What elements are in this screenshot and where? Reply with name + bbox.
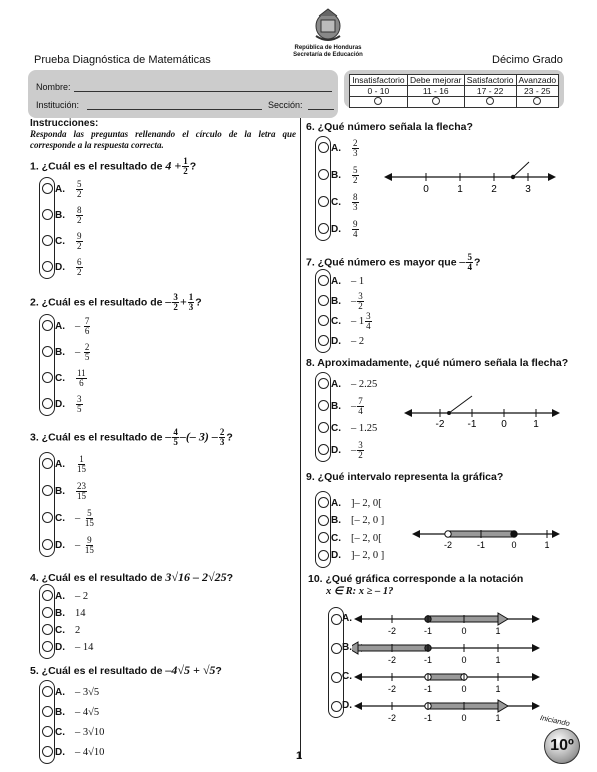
option-value: ]– 2, 0 ] [351, 550, 385, 561]
scale-range-1: 0 - 10 [350, 86, 408, 97]
q8-option-2[interactable] [331, 396, 365, 416]
q6-bubble-1[interactable] [318, 142, 329, 153]
option-letter: D. [55, 261, 65, 273]
option-value: $\frac{5}{2}$ [77, 178, 82, 199]
q8-tick-1: -1 [467, 419, 477, 430]
option-letter: A. [331, 497, 341, 509]
option-value: $\frac{11}{6}$ [77, 367, 86, 388]
grade-label: Décimo Grado [492, 54, 563, 66]
q4-bubble-3[interactable] [42, 624, 53, 635]
q5-bubble-3[interactable] [42, 726, 53, 737]
q9-bubble-3[interactable] [318, 532, 329, 543]
option-letter: B. [55, 607, 65, 619]
scale-header-4: Avanzado [516, 75, 558, 86]
q10-question: 10. ¿Qué gráfica corresponde a la notación [308, 573, 524, 585]
q10-tick: 0 [461, 655, 467, 665]
q5-option-3[interactable] [55, 722, 104, 742]
q10-tick: 1 [495, 713, 501, 723]
option-value: 2 [75, 624, 81, 636]
q4-bubble-1[interactable] [42, 590, 53, 601]
country-label: República de Honduras [294, 45, 362, 51]
option-letter: D. [55, 539, 65, 551]
q3-option-3[interactable] [55, 508, 96, 528]
option-value: – $\frac{2}{5}$ [75, 341, 90, 362]
option-letter: C. [55, 235, 65, 247]
q8-bubble-4[interactable] [318, 444, 329, 455]
scale-range-4: 23 - 25 [516, 86, 558, 97]
option-letter: A. [55, 183, 65, 195]
option-letter: D. [331, 550, 341, 561]
q6-tick-0: 0 [423, 184, 429, 195]
option-value: – 14 [75, 641, 94, 653]
q9-tick-0: -2 [443, 540, 453, 550]
q10-graph-2 [352, 638, 542, 666]
q8-question: 8. Aproximadamente, ¿qué número señala la flecha? [306, 357, 569, 369]
option-letter: B. [331, 515, 341, 526]
option-value: – 3√5 [75, 686, 100, 698]
q6-option-2[interactable] [331, 165, 360, 185]
q1-question: 1. ¿Cuál es el resultado de 4 + $\frac{1}{2}$ ? [30, 156, 197, 176]
q6-bubble-2[interactable] [318, 169, 329, 180]
option-letter: C. [331, 532, 341, 544]
q5-option-1[interactable] [55, 682, 99, 702]
option-letter: A. [331, 378, 341, 390]
q2-bubble-4[interactable] [42, 398, 53, 409]
page-title: Prueba Diagnóstica de Matemáticas [34, 54, 211, 66]
option-value: – 1.25 [351, 422, 378, 434]
q9-bubble-1[interactable] [318, 497, 329, 508]
option-letter: B. [331, 169, 341, 181]
q7-question: 7. ¿Qué número es mayor que – $\frac{5}{4}$ ? [306, 252, 481, 272]
option-value: $\frac{3}{5}$ [77, 393, 82, 414]
q8-tick-3: 1 [533, 419, 539, 430]
option-letter: D. [55, 746, 65, 758]
option-value: – 2 [75, 590, 89, 602]
q2-option-4[interactable] [55, 394, 84, 414]
q8-bubble-3[interactable] [318, 422, 329, 433]
scale-range-2: 11 - 16 [407, 86, 464, 97]
q1-option-2[interactable] [55, 205, 84, 225]
q8-number-line [402, 390, 562, 435]
scale-bubble-3[interactable] [464, 97, 516, 108]
q4-option-4[interactable] [55, 637, 93, 657]
q10-bubble-4[interactable] [331, 701, 342, 712]
q3-bubble-3[interactable] [42, 512, 53, 523]
q10-tick: -1 [423, 713, 433, 723]
q4-question: 4. ¿Cuál es el resultado de 3√16 – 2√25? [30, 570, 233, 584]
ministry-label: Secretaría de Educación [293, 52, 363, 58]
q3-bubble-4[interactable] [42, 539, 53, 550]
option-letter: A. [331, 142, 341, 154]
q2-question: 2. ¿Cuál es el resultado de – $\frac{3}{2}$ + $\frac{1}{3}$ ? [30, 292, 202, 312]
option-value: ]– 2, 0[ [351, 497, 382, 509]
q10-tick: 1 [495, 655, 501, 665]
column-divider [300, 118, 301, 758]
option-value: $\frac{9}{4}$ [353, 218, 358, 239]
option-value: $\frac{8}{3}$ [353, 191, 358, 212]
q10-notation: x ∈ R: x ≥ – 1? [326, 586, 394, 597]
q6-option-3[interactable] [331, 192, 360, 212]
q1-option-3[interactable] [55, 231, 84, 251]
option-value: – $\frac{3}{2}$ [351, 439, 363, 460]
page-number: 1 [296, 750, 303, 762]
option-value: [– 2, 0 ] [351, 515, 385, 526]
option-value: – 2 [351, 335, 365, 347]
scale-header-3: Satisfactorio [464, 75, 516, 86]
q10-graph-1 [352, 609, 542, 637]
instructions-title: Instrucciones: [30, 118, 99, 129]
q2-option-3[interactable] [55, 368, 88, 388]
q3-option-2[interactable] [55, 481, 88, 501]
q9-option-4[interactable] [331, 546, 384, 566]
option-value: $\frac{1}{15}$ [77, 453, 86, 474]
scale-range-3: 17 - 22 [464, 86, 516, 97]
q4-bubble-4[interactable] [42, 641, 53, 652]
option-value: – 4√5 [75, 706, 100, 718]
q7-bubble-3[interactable] [318, 315, 329, 326]
q3-question: 3. ¿Cuál es el resultado de – $\frac{4}{5}$ –(– 3) – $\frac{2}{3}$ ? [30, 427, 233, 447]
student-form-panel [28, 70, 338, 118]
q2-bubble-3[interactable] [42, 372, 53, 383]
option-value: – $\frac{5}{15}$ [75, 507, 94, 528]
q6-option-1[interactable] [331, 138, 360, 158]
q10-tick: -2 [387, 684, 397, 694]
q10-tick: 1 [495, 684, 501, 694]
q9-tick-2: 0 [511, 540, 517, 550]
option-value: – $\frac{3}{2}$ [351, 290, 363, 311]
q9-bubble-4[interactable] [318, 550, 329, 561]
option-letter: A. [55, 590, 65, 602]
q10-bubble-3[interactable] [331, 672, 342, 683]
option-letter: A. [55, 686, 65, 698]
q10-option-3[interactable]: C. [342, 671, 352, 682]
q1-bubble-3[interactable] [42, 235, 53, 246]
option-letter: D. [55, 398, 65, 410]
q3-option-1[interactable] [55, 454, 88, 474]
q2-bubble-1[interactable] [42, 320, 53, 331]
q10-bubble-2[interactable] [331, 643, 342, 654]
q10-tick: -2 [387, 626, 397, 636]
q6-tick-3: 3 [525, 184, 531, 195]
q8-bubble-1[interactable] [318, 378, 329, 389]
q7-option-2[interactable] [331, 291, 365, 311]
option-letter: C. [55, 726, 65, 738]
option-value: – $\frac{9}{15}$ [75, 534, 94, 555]
option-letter: B. [55, 706, 65, 718]
q5-option-4[interactable] [55, 742, 104, 762]
q10-tick: -1 [423, 655, 433, 665]
option-letter: C. [331, 315, 341, 327]
option-letter: B. [55, 346, 65, 358]
seal-logo [311, 6, 345, 44]
option-letter: A. [331, 275, 341, 287]
q9-tick-3: 1 [544, 540, 550, 550]
option-value: $\frac{6}{2}$ [77, 256, 82, 277]
q8-option-1[interactable] [331, 374, 377, 394]
q10-graph-4 [352, 696, 542, 724]
q10-tick: 0 [461, 626, 467, 636]
q10-option-4[interactable]: D. [342, 700, 352, 711]
q7-bubble-4[interactable] [318, 335, 329, 346]
option-value: – 4√10 [75, 746, 105, 758]
q9-number-line [410, 524, 562, 554]
instructions-text: Responda las preguntas rellenando el círculo de la letra que corresponde a la respuesta correcta. [30, 129, 296, 151]
scale-header-1: Insatisfactorio [350, 75, 408, 86]
q9-bubble-2[interactable] [318, 515, 329, 526]
grade-badge-caption: Iniciando [539, 712, 571, 729]
option-letter: C. [55, 372, 65, 384]
q3-bubble-1[interactable] [42, 458, 53, 469]
option-letter: C. [55, 624, 65, 636]
q6-number-line [382, 150, 558, 195]
option-value: – 3√10 [75, 726, 105, 738]
name-field[interactable] [74, 91, 332, 92]
q4-bubble-2[interactable] [42, 607, 53, 618]
q1-bubble-1[interactable] [42, 183, 53, 194]
q7-bubble-1[interactable] [318, 275, 329, 286]
q6-bubble-4[interactable] [318, 223, 329, 234]
q7-bubble-2[interactable] [318, 295, 329, 306]
q10-tick: -1 [423, 626, 433, 636]
q10-tick: 0 [461, 713, 467, 723]
q5-bubble-2[interactable] [42, 706, 53, 717]
q10-option-1[interactable]: A. [342, 613, 352, 624]
q5-option-2[interactable] [55, 702, 99, 722]
q10-tick: 1 [495, 626, 501, 636]
q8-bubble-2[interactable] [318, 400, 329, 411]
option-letter: B. [55, 485, 65, 497]
q10-tick: -2 [387, 655, 397, 665]
q8-option-3[interactable] [331, 418, 377, 438]
q10-tick: -1 [423, 684, 433, 694]
option-value: [– 2, 0[ [351, 532, 382, 544]
option-letter: A. [55, 320, 65, 332]
q6-tick-1: 1 [457, 184, 463, 195]
option-value: $\frac{8}{2}$ [77, 204, 82, 225]
q10-bubble-1[interactable] [331, 614, 342, 625]
q10-tick: -2 [387, 713, 397, 723]
option-value: – $\frac{7}{6}$ [75, 315, 90, 336]
option-letter: D. [331, 444, 341, 456]
q1-option-4[interactable] [55, 257, 84, 277]
q5-bubble-4[interactable] [42, 746, 53, 757]
q2-bubble-2[interactable] [42, 346, 53, 357]
option-value: $\frac{23}{15}$ [77, 480, 86, 501]
q6-bubble-3[interactable] [318, 196, 329, 207]
q9-tick-1: -1 [476, 540, 486, 550]
option-letter: C. [331, 196, 341, 208]
q2-option-2[interactable] [55, 342, 91, 362]
q1-bubble-2[interactable] [42, 209, 53, 220]
q7-option-1[interactable] [331, 271, 364, 291]
option-value: $\frac{2}{3}$ [353, 137, 358, 158]
q1-bubble-4[interactable] [42, 261, 53, 272]
option-letter: B. [55, 209, 65, 221]
option-letter: C. [55, 512, 65, 524]
q10-tick: 0 [461, 684, 467, 694]
scale-bubble-4[interactable] [516, 97, 558, 108]
option-value: – 1 $\frac{3}{4}$ [351, 310, 371, 331]
q2-option-1[interactable] [55, 316, 91, 336]
q9-question: 9. ¿Qué intervalo representa la gráfica? [306, 471, 504, 483]
option-value: – 2.25 [351, 378, 378, 390]
option-letter: D. [331, 335, 341, 347]
q6-tick-2: 2 [491, 184, 497, 195]
q3-option-4[interactable] [55, 535, 96, 555]
option-value: $\frac{9}{2}$ [77, 230, 82, 251]
option-letter: B. [331, 295, 341, 307]
score-scale-table [349, 74, 559, 108]
q8-option-4[interactable] [331, 440, 365, 460]
option-value: – $\frac{7}{4}$ [351, 395, 363, 416]
option-value: – 1 [351, 275, 365, 287]
scale-bubble-1[interactable] [350, 97, 408, 108]
option-letter: B. [331, 400, 341, 412]
q7-option-4[interactable] [331, 331, 364, 351]
q10-option-2[interactable]: B. [342, 642, 352, 653]
section-field[interactable] [308, 109, 334, 110]
q8-tick-2: 0 [501, 419, 507, 430]
q1-option-1[interactable] [55, 179, 84, 199]
option-value: 14 [75, 607, 86, 619]
q10-graph-3 [352, 667, 542, 695]
option-letter: D. [331, 223, 341, 235]
q6-option-4[interactable] [331, 219, 360, 239]
grade-badge [544, 728, 580, 764]
q8-tick-0: -2 [435, 419, 445, 430]
section-label: Sección: [268, 100, 303, 110]
q6-question: 6. ¿Qué número señala la flecha? [306, 121, 473, 133]
grade-badge-number: 10º [550, 737, 574, 754]
q5-question: 5. ¿Cuál es el resultado de –4√5 + √5? [30, 663, 222, 677]
option-letter: D. [55, 641, 65, 653]
institution-label: Institución: [36, 100, 80, 110]
q7-option-3[interactable] [331, 311, 373, 331]
q5-bubble-1[interactable] [42, 686, 53, 697]
institution-field[interactable] [87, 109, 262, 110]
name-label: Nombre: [36, 82, 71, 92]
option-letter: C. [331, 422, 341, 434]
q3-bubble-2[interactable] [42, 485, 53, 496]
option-value: $\frac{5}{2}$ [353, 164, 358, 185]
option-letter: A. [55, 458, 65, 470]
scale-header-2: Debe mejorar [407, 75, 464, 86]
scale-bubble-2[interactable] [407, 97, 464, 108]
